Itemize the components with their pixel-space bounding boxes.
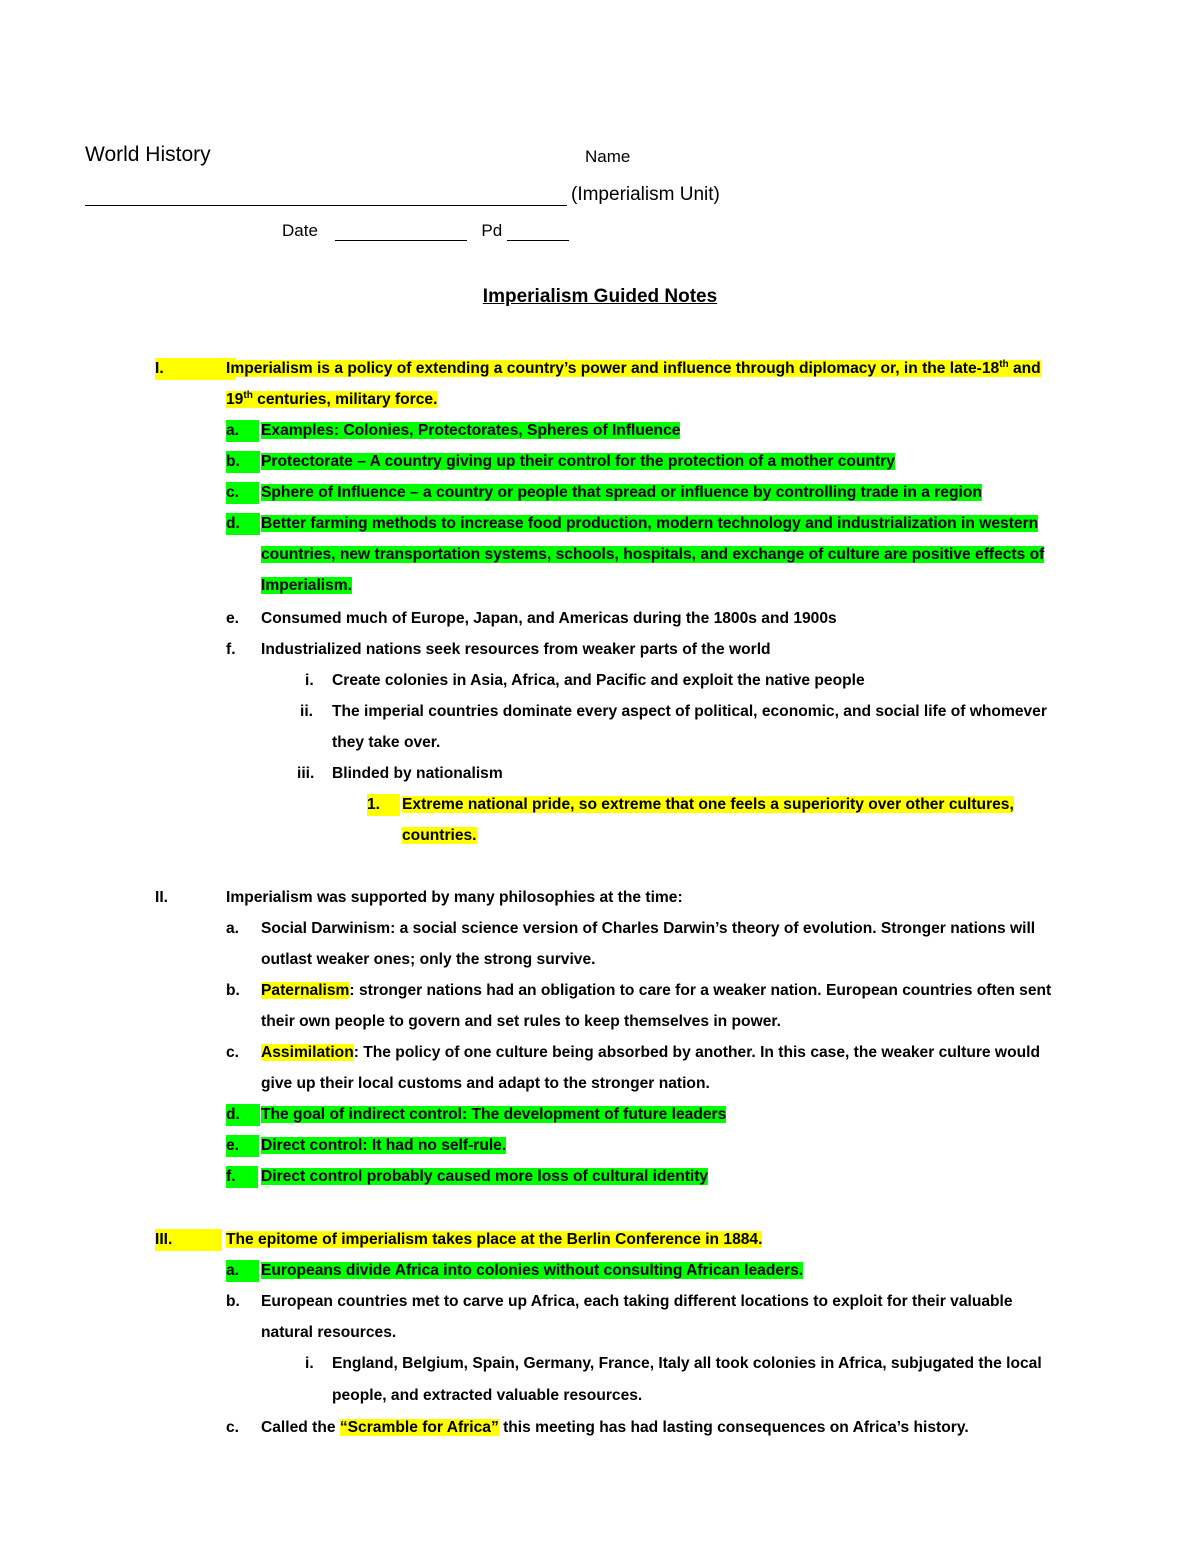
- highlighted-term: Assimilation: [261, 1044, 354, 1061]
- highlighted-term: “Scramble for Africa”: [339, 1419, 499, 1436]
- list-item: [261, 482, 982, 504]
- item-text: The goal of indirect control: The development of future leaders: [261, 1106, 727, 1123]
- section-marker: I.: [155, 358, 236, 380]
- superscript: th: [999, 358, 1009, 370]
- list-item-continuation: [402, 825, 477, 847]
- item-text: Imperialism.: [261, 577, 353, 594]
- list-item: Industrialized nations seek resources from weaker parts of the world: [261, 641, 771, 658]
- item-marker: c.: [226, 1419, 240, 1436]
- text-run: centuries, military force.: [252, 391, 438, 408]
- unit-label: (Imperialism Unit): [571, 184, 720, 205]
- text-run: Imperialism is a policy of extending a country’s power and influence through diplomacy or, in the late-18: [226, 360, 1000, 377]
- item-text: this meeting has had lasting consequences on Africa’s history.: [498, 1419, 969, 1436]
- item-text: Called the: [261, 1419, 340, 1436]
- list-item: [261, 1417, 969, 1439]
- item-text: Direct control probably caused more loss of cultural identity: [261, 1168, 709, 1185]
- section-marker: III.: [155, 1229, 222, 1251]
- item-marker: c.: [226, 1044, 240, 1061]
- item-marker: f.: [226, 1166, 258, 1188]
- item-marker: a.: [226, 920, 240, 937]
- date-blank: [335, 224, 467, 241]
- name-label: Name: [585, 147, 631, 166]
- item-marker: b.: [226, 1293, 240, 1310]
- item-text: Protectorate – A country giving up their control for the protection of a mother country: [261, 453, 895, 470]
- section-2-heading: Imperialism was supported by many philosophies at the time:: [226, 889, 683, 906]
- list-item-continuation: natural resources.: [261, 1324, 397, 1341]
- item-marker: ii.: [300, 703, 313, 720]
- item-text: The epitome of imperialism takes place at the Berlin Conference in 1884.: [226, 1231, 763, 1248]
- superscript: th: [243, 389, 253, 401]
- item-marker: a.: [226, 420, 259, 442]
- list-item-continuation: people, and extracted valuable resources.: [332, 1387, 643, 1404]
- list-item-continuation: [261, 575, 352, 597]
- list-item-continuation: their own people to govern and set rules to keep themselves in power.: [261, 1013, 781, 1030]
- item-marker: a.: [226, 1260, 259, 1282]
- item-marker: e.: [226, 610, 240, 627]
- list-item-continuation: give up their local customs and adapt to the stronger nation.: [261, 1075, 710, 1092]
- text-run: 19: [226, 391, 244, 408]
- name-line: [85, 184, 720, 206]
- item-marker: c.: [226, 482, 259, 504]
- item-text: Examples: Colonies, Protectorates, Spheres of Influence: [261, 422, 681, 439]
- list-item: Blinded by nationalism: [332, 765, 503, 782]
- item-marker: i.: [305, 672, 314, 689]
- date-period-line: [282, 221, 569, 241]
- list-item: [261, 513, 1038, 535]
- item-marker: b.: [226, 982, 240, 999]
- item-text: Europeans divide Africa into colonies without consulting African leaders.: [261, 1262, 804, 1279]
- name-blank: [85, 185, 567, 206]
- list-item: Create colonies in Asia, Africa, and Pacific and exploit the native people: [332, 672, 865, 689]
- item-text: countries, new transportation systems, schools, hospitals, and exchange of culture are positive effects of: [261, 546, 1045, 563]
- item-text: : The policy of one culture being absorbed by another. In this case, the weaker culture would: [353, 1044, 1040, 1061]
- item-text: Better farming methods to increase food production, modern technology and industrialization in western: [261, 515, 1039, 532]
- list-item: The imperial countries dominate every aspect of political, economic, and social life of whomever: [332, 703, 1047, 720]
- item-marker: 1.: [367, 794, 400, 816]
- item-marker: iii.: [297, 765, 315, 782]
- item-marker: d.: [226, 513, 260, 535]
- highlighted-term: Paternalism: [261, 982, 350, 999]
- list-item: [261, 1135, 506, 1157]
- item-marker: i.: [305, 1355, 314, 1372]
- course-title: World History: [85, 143, 211, 166]
- list-item: European countries met to carve up Africa, each taking different locations to exploit for their valuable: [261, 1293, 1013, 1310]
- list-item: [261, 451, 895, 473]
- item-text: : stronger nations had an obligation to care for a weaker nation. European countries often sent: [349, 982, 1052, 999]
- list-item: [261, 1042, 1040, 1064]
- list-item: [402, 794, 1014, 816]
- item-marker: b.: [226, 451, 260, 473]
- section-marker: II.: [155, 889, 168, 906]
- list-item-continuation: [261, 544, 1044, 566]
- section-1-line-1: [226, 358, 1041, 380]
- list-item: [261, 1104, 726, 1126]
- list-item: [261, 1260, 803, 1282]
- item-marker: e.: [226, 1135, 259, 1157]
- list-item: England, Belgium, Spain, Germany, France, Italy all took colonies in Africa, subjugated the local: [332, 1355, 1042, 1372]
- list-item: [261, 980, 1051, 1002]
- list-item: Consumed much of Europe, Japan, and Americas during the 1800s and 1900s: [261, 610, 837, 627]
- item-text: Extreme national pride, so extreme that one feels a superiority over other cultures,: [402, 796, 1014, 813]
- page-title: Imperialism Guided Notes: [482, 286, 718, 307]
- pd-label: Pd: [481, 221, 503, 240]
- item-marker: d.: [226, 1104, 260, 1126]
- section-3-heading: [226, 1229, 762, 1251]
- pd-blank: [507, 224, 569, 241]
- item-text: Direct control: It had no self-rule.: [261, 1137, 507, 1154]
- item-text: Sphere of Influence – a country or people that spread or influence by controlling trade in a region: [261, 484, 982, 501]
- section-1-line-2: [226, 389, 437, 411]
- list-item: [261, 420, 680, 442]
- list-item: [261, 1166, 708, 1188]
- list-item: Social Darwinism: a social science version of Charles Darwin’s theory of evolution. Stronger nations will: [261, 920, 1036, 937]
- item-text: countries.: [402, 827, 477, 844]
- item-marker: f.: [226, 641, 236, 658]
- list-item-continuation: outlast weaker ones; only the strong survive.: [261, 951, 596, 968]
- date-label: Date: [282, 221, 318, 240]
- text-run: and: [1008, 360, 1041, 377]
- list-item-continuation: they take over.: [332, 734, 441, 751]
